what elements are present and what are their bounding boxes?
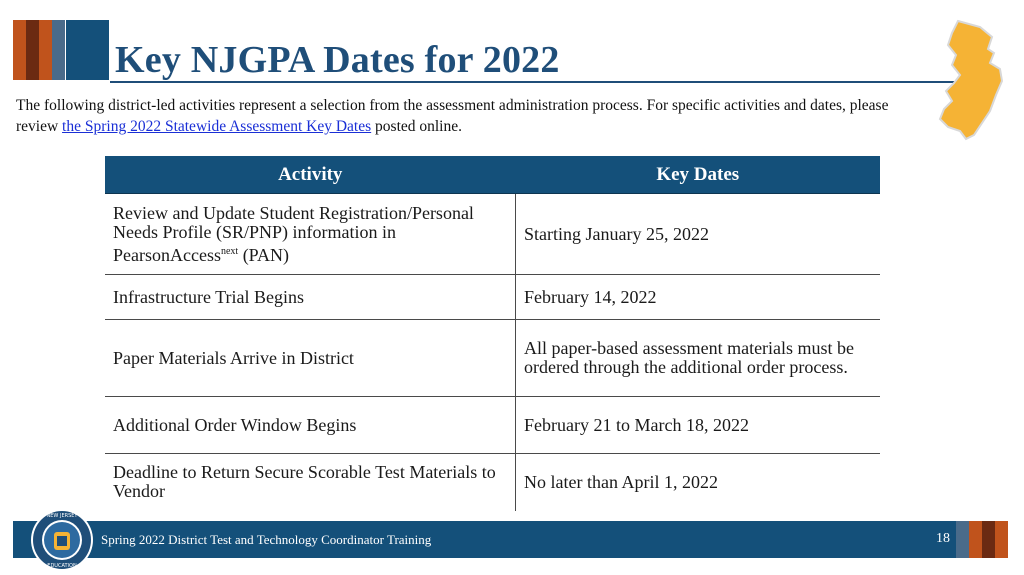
intro-text: The following district-led activities represent a selection from the assessment administration process. For specific activities and dates, please review (16, 97, 889, 135)
activity-cell: Infrastructure Trial Begins (105, 275, 516, 320)
svg-text:NEW JERSEY: NEW JERSEY (46, 513, 78, 519)
key-dates-link[interactable]: the Spring 2022 Statewide Assessment Key Dates (62, 118, 372, 135)
svg-text:EDUCATION: EDUCATION (47, 563, 77, 569)
table-header-row (105, 156, 880, 194)
key-dates-table (105, 156, 880, 511)
date-cell: Starting January 25, 2022 (516, 194, 881, 275)
activity-text: Review and Update Student Registration/Personal Needs Profile (SR/PNP) information in PearsonAccess (113, 202, 474, 265)
decorative-color-bars-top (13, 20, 65, 80)
page-number: 18 (936, 531, 950, 546)
footer-text: Spring 2022 District Test and Technology Coordinator Training (101, 532, 432, 547)
title-underline (110, 81, 962, 83)
activity-cell: Deadline to Return Secure Scorable Test Materials to Vendor (105, 454, 516, 511)
footer-bar (13, 521, 956, 558)
page-title: Key NJGPA Dates for 2022 (115, 39, 560, 81)
activity-cell: Paper Materials Arrive in District (105, 320, 516, 397)
intro-after: posted online. (371, 118, 462, 135)
intro-paragraph (16, 95, 916, 137)
table-row (105, 397, 880, 454)
title-accent-block (66, 20, 109, 80)
date-cell: February 14, 2022 (516, 275, 881, 320)
activity-superscript: next (220, 245, 239, 257)
table-row (105, 454, 880, 511)
date-cell: No later than April 1, 2022 (524, 471, 718, 492)
header-key-dates: Key Dates (516, 156, 881, 194)
activity-cell (105, 194, 516, 275)
date-cell: All paper-based assessment materials must be ordered through the additional order process. (516, 320, 881, 397)
new-jersey-map-icon (930, 15, 1010, 143)
table-row (105, 275, 880, 320)
table-row (105, 320, 880, 397)
nj-department-of-education-seal-icon (30, 508, 94, 572)
date-cell: February 21 to March 18, 2022 (516, 397, 881, 454)
decorative-color-bars-bottom (956, 521, 1008, 558)
table-row (105, 194, 880, 275)
header-activity: Activity (105, 156, 516, 194)
activity-text-end: (PAN) (238, 244, 290, 265)
activity-cell: Additional Order Window Begins (105, 397, 516, 454)
